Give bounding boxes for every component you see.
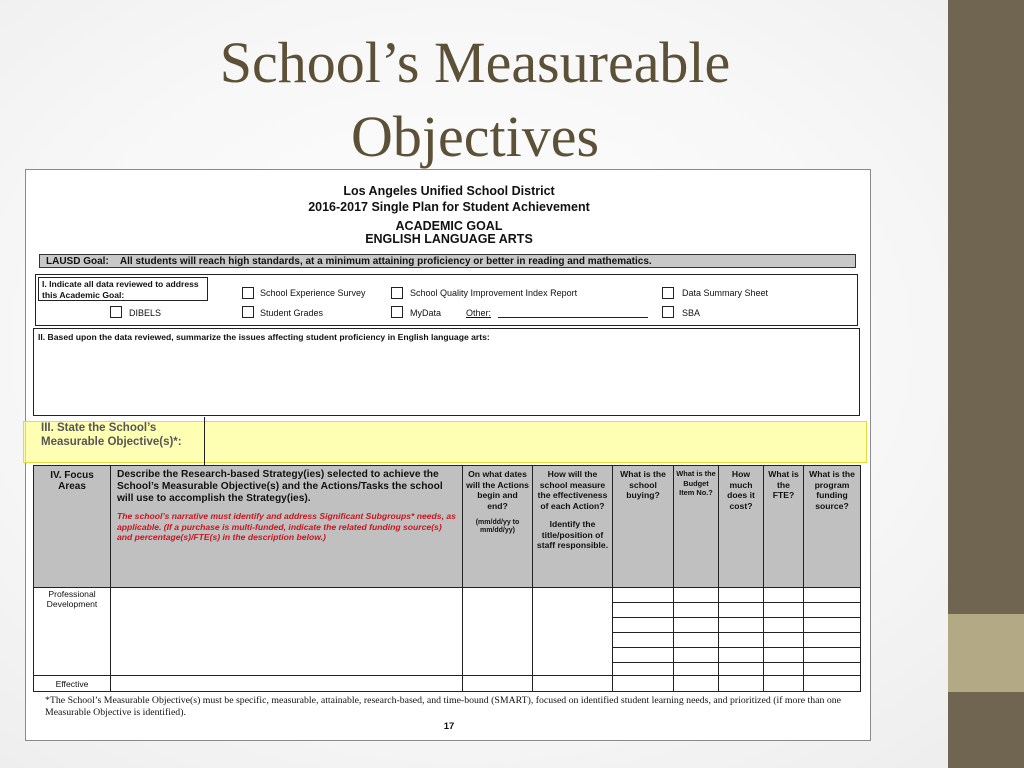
col-strategies-note: The school’s narrative must identify and address Significant Subgroups* needs, as applicable. (If a purchase is multi-funded, indicate the related funding source(s) and percentage(s)/FTE(s) in the description below.) <box>117 511 456 542</box>
checkbox-school-experience-survey[interactable] <box>242 287 254 299</box>
other-underline <box>498 317 648 318</box>
checkbox-label-school-experience-survey: School Experience Survey <box>260 288 366 298</box>
checkbox-label-school-quality-index: School Quality Improvement Index Report <box>410 288 578 298</box>
checkbox-label-mydata: MyData <box>410 308 442 318</box>
col-measure-staff: Identify the title/position of staff responsible. <box>536 519 609 550</box>
col-buying <box>613 466 674 691</box>
action-plan-table <box>33 465 861 692</box>
col-strategies <box>111 466 463 691</box>
col-funding-source-header: What is the program funding source? <box>809 469 855 511</box>
col-cost-header: How much does it cost? <box>727 469 755 511</box>
budget-row-line-2 <box>613 617 860 618</box>
lausd-goal-bar <box>39 254 856 268</box>
checkbox-sba[interactable] <box>662 306 674 318</box>
row-professional-development: Professional Development <box>46 589 98 609</box>
measurable-objective-label: III. State the School’s Measurable Objective(s)*: <box>41 422 182 448</box>
budget-row-line-4 <box>613 647 860 648</box>
checkbox-label-other: Other: <box>466 308 492 318</box>
col-cost <box>719 466 764 691</box>
col-fte-header: What is the FTE? <box>768 469 799 500</box>
checkbox-label-data-summary-sheet: Data Summary Sheet <box>682 288 769 298</box>
budget-row-line-5 <box>613 662 860 663</box>
col-measure-header: How will the school measure the effectiveness of each Action? <box>537 469 608 511</box>
col-strategies-header: Describe the Research-based Strategy(ies) selected to achieve the School’s Measurable Objective(s) and the Actions/Tasks the school will use to accomplish the Strategy(ies). <box>117 469 443 504</box>
col-focus-areas <box>34 466 111 691</box>
smart-footnote: *The School’s Measurable Objective(s) must be specific, measurable, attainable, research-based, and time-bound (SMART), focused on identified student learning needs, and prioritized (if more than one Measurable Objective is identified). <box>45 695 841 718</box>
budget-row-line-1 <box>613 602 860 603</box>
checkbox-label-sba: SBA <box>682 308 701 318</box>
plan-heading: 2016-2017 Single Plan for Student Achievement <box>308 200 590 214</box>
col-budget-item <box>674 466 719 691</box>
document-image <box>25 169 871 741</box>
col-budget-item-header: What is the Budget Item No.? <box>676 469 716 497</box>
district-heading: Los Angeles Unified School District <box>343 184 555 198</box>
slide-title <box>150 26 800 174</box>
col-measure <box>533 466 613 691</box>
goal-type-heading: ACADEMIC GOAL <box>395 219 503 233</box>
col-dates-header: On what dates will the Actions begin and end? <box>466 469 529 511</box>
col-dates-format: (mm/dd/yy to mm/dd/yy) <box>475 519 520 534</box>
side-bar-band <box>948 614 1024 692</box>
slide-title-line2: Objectives <box>350 104 600 169</box>
header-bottom-line <box>34 587 860 588</box>
lausd-goal-label: LAUSD Goal: <box>46 256 109 267</box>
checkbox-school-quality-index[interactable] <box>391 287 403 299</box>
col-focus-areas-header: IV. Focus Areas <box>50 470 94 492</box>
row-effective: Effective <box>55 679 89 689</box>
data-reviewed-label: I. Indicate all data reviewed to address this Academic Goal: <box>38 277 208 301</box>
page-number: 17 <box>443 721 455 732</box>
col-buying-header: What is the school buying? <box>620 469 666 500</box>
slide-title-line1: School’s Measureable <box>219 30 731 95</box>
checkbox-dibels[interactable] <box>110 306 122 318</box>
data-reviewed-section <box>35 274 858 326</box>
checkbox-data-summary-sheet[interactable] <box>662 287 674 299</box>
objective-divider <box>204 417 205 465</box>
issues-summary-box[interactable] <box>33 328 860 416</box>
subject-heading: ENGLISH LANGUAGE ARTS <box>365 232 533 246</box>
budget-row-line-3 <box>613 632 860 633</box>
issues-summary-label: II. Based upon the data reviewed, summarize the issues affecting student proficiency in English language arts: <box>38 332 490 342</box>
col-fte <box>764 466 804 691</box>
lausd-goal-text: All students will reach high standards, at a minimum attaining proficiency or better in reading and mathematics. <box>119 256 652 267</box>
checkbox-label-dibels: DIBELS <box>129 308 162 318</box>
checkbox-student-grades[interactable] <box>242 306 254 318</box>
side-bar <box>948 0 1024 768</box>
col-funding-source <box>804 466 860 691</box>
checkbox-mydata[interactable] <box>391 306 403 318</box>
row-divider-effective <box>34 675 860 676</box>
col-dates <box>463 466 533 691</box>
checkbox-label-student-grades: Student Grades <box>260 308 324 318</box>
